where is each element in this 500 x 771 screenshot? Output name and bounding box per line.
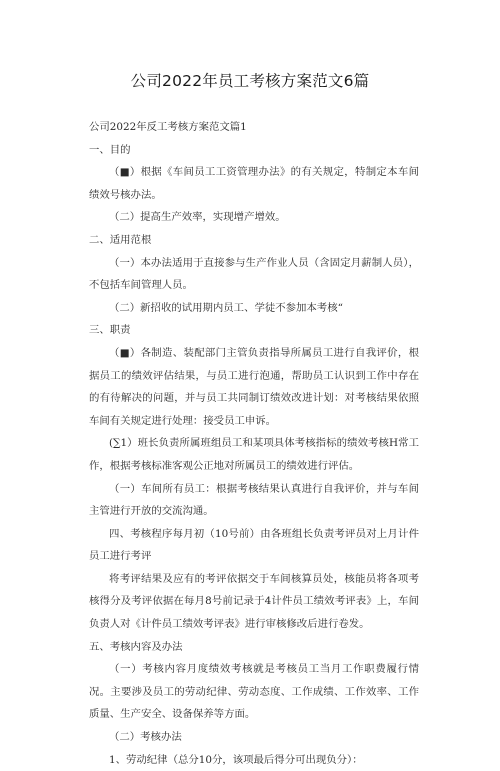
paragraph: （二）提高生产效率，实现增产增效。 (109, 211, 286, 224)
paragraph: （一）车间所有员工：根据考核结果认真进行自我评价，并与车间主管进行开放的交流沟通。 (89, 482, 419, 518)
paragraph: 将考评结果及应有的考评依据交于车间核算员处，核能员将各项考核得分及考评依据在每月8号前记录于4计件员工绩效考评表》上，车间负责人对《计件员工绩效考评表》进行审核修改后进行卷发。 (89, 572, 419, 631)
paragraph: 1、劳动纪律（总分10分，该项最后得分可出现负分）： (109, 753, 363, 766)
paragraph: （二）新招收的试用期内员工、学徒不参加本考核“ (109, 301, 343, 314)
section-heading-procedure: 四、考核程序每月初（10号前）由各班组长负责考评员对上月计件员工进行考评 (89, 527, 419, 563)
paragraph: （二）考核办法 (109, 731, 182, 744)
paragraph: （一）本办法适用于直接参与生产作业人员（含固定月薪制人员），不包括车间管理人员。 (89, 256, 419, 292)
section-subtitle: 公司2022年反工考核方案范文篇1 (89, 121, 247, 133)
paragraph: （一）考核内容月度绩效考核就是考核员工当月工作职费履行情况。主要涉及员工的劳动纪律、劳动态度、工作成绩、工作效率、工作质量、生产安全、设备保养等方面。 (89, 663, 419, 721)
document-title: 公司2022年员工考核方案范文6篇 (130, 72, 370, 90)
section-heading-purpose: 一、目的 (89, 143, 131, 156)
section-heading-content: 五、考核内容及办法 (89, 640, 183, 653)
section-heading-scope: 二、适用范根 (89, 233, 152, 246)
paragraph: （■）根据《车间员工工资管理办法》的有关规定，特制定本车间绩效号核办法。 (89, 166, 419, 201)
paragraph: (∑1）班长负责所属班组员工和某项具体考核指标的绩效考核H常工作，根据考核标准客观公正地对所属员工的绩效进行评估。 (89, 437, 419, 472)
document-body (89, 116, 419, 771)
paragraph: （■）各制造、装配部门主管负责指导所属员工进行自我评价，根据员工的绩效评估结果，与员工进行泡通，帮助员工认识到工作中存在的有待解决的问题，并与员工共同制订绩效改进计划：对考核结果依照车间有关规定进行处理：接受员工申诉。 (89, 346, 419, 427)
section-heading-duties: 三、职责 (89, 324, 131, 337)
